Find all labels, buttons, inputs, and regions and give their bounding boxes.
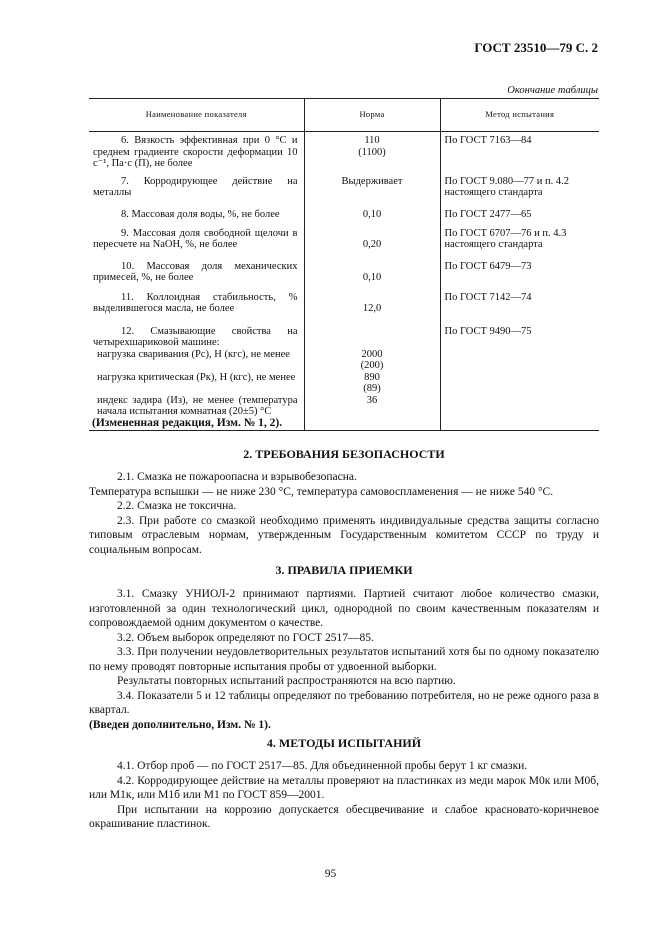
paragraph: 3.4. Показатели 5 и 12 таблицы определяют по требованию потребителя, но не реже одного раза в квартал.	[89, 689, 599, 716]
paragraph: Результаты повторных испытаний распространяются на всю партию.	[117, 675, 456, 687]
subrow-name: индекс задира (Из), не менее (температура начала испытания комнатная (20±5) °С	[97, 394, 298, 417]
amendment-note: (Введен дополнительно, Изм. № 1).	[89, 718, 271, 731]
table-subrow	[89, 395, 599, 418]
row-method: По ГОСТ 7142—74	[444, 291, 532, 303]
table-row	[89, 209, 599, 228]
row-name: 12. Смазывающие свойства на четырехшариковой машине:	[93, 325, 298, 348]
section-4-title: 4. МЕТОДЫ ИСПЫТАНИЙ	[266, 736, 422, 750]
row-name: 8. Массовая доля воды, %, не более	[121, 208, 280, 220]
subrow-norm: 890 (89)	[304, 372, 440, 395]
properties-table	[89, 98, 599, 431]
section-4-body	[89, 759, 599, 832]
paragraph: При испытании на коррозию допускается обесцвечивание и слабое красновато-коричневое окрашивание пластинок.	[89, 803, 599, 830]
subrow-norm: 2000 (200)	[304, 349, 440, 372]
paragraph: Температура вспышки — не ниже 230 °С, температура самовоспламенения — не ниже 540 °С.	[89, 485, 554, 498]
page-number: 95	[324, 868, 337, 880]
column-header-norm: Норма	[304, 99, 440, 132]
paragraph: 2.1. Смазка не пожароопасна и взрывобезопасна.	[117, 471, 357, 483]
section-2-title: 2. ТРЕБОВАНИЯ БЕЗОПАСНОСТИ	[243, 447, 445, 461]
row-norm	[304, 326, 440, 349]
row-method: По ГОСТ 9490—75	[444, 325, 532, 337]
table-row	[89, 132, 599, 176]
row-method: По ГОСТ 2477—65	[444, 208, 532, 220]
row-method: По ГОСТ 6707—76 и п. 4.3 настоящего стандарта	[444, 227, 567, 250]
row-method: По ГОСТ 9.080—77 и п. 4.2 настоящего стандарта	[444, 175, 570, 198]
paragraph: 3.2. Объем выборок определяют по ГОСТ 2517—85.	[117, 631, 374, 644]
column-header-method: Метод испытания	[440, 99, 599, 132]
table-subrow	[89, 372, 599, 395]
table-row	[89, 261, 599, 292]
row-norm: Выдерживает	[304, 176, 440, 209]
paragraph: 2.3. При работе со смазкой необходимо применять индивидуальные средства защиты согласно типовым отраслевым нормам, утвержденным Государственным комитетом СССР по труду и социальным вопросам.	[89, 514, 599, 556]
page-header: ГОСТ 23510—79 С. 2	[474, 40, 598, 55]
edit-note: (Измененная редакция, Изм. № 1, 2).	[92, 417, 283, 429]
column-header-name: Наименование показателя	[89, 99, 304, 132]
row-name: 10. Массовая доля механических примесей, %, не более	[93, 260, 298, 283]
subrow-name: нагрузка критическая (Pк), Н (кгс), не менее	[97, 371, 296, 383]
table-row	[89, 176, 599, 209]
section-3-body	[89, 587, 599, 732]
subrow-norm: 36	[304, 395, 440, 418]
paragraph: 2.2. Смазка не токсична.	[117, 500, 237, 512]
paragraph: 4.1. Отбор проб — по ГОСТ 2517—85. Для объединенной пробы берут 1 кг смазки.	[117, 760, 528, 772]
table-continuation-note: Окончание таблицы	[507, 85, 598, 96]
section-2-body	[89, 470, 599, 557]
row-method: По ГОСТ 7163—84	[444, 135, 532, 146]
row-name: 11. Коллоидная стабильность, % выделившегося масла, не более	[93, 291, 298, 314]
row-name: 9. Массовая доля свободной щелочи в пересчете на NaOH, %, не более	[93, 227, 298, 250]
section-3-title: 3. ПРАВИЛА ПРИЕМКИ	[275, 563, 413, 577]
table-row	[89, 228, 599, 261]
row-norm: 110 (1100)	[304, 132, 440, 176]
table-subrow	[89, 349, 599, 372]
row-norm: 0,10	[304, 209, 440, 228]
table-row	[89, 326, 599, 349]
row-norm: 0,20	[304, 228, 440, 261]
paragraph: 3.1. Смазку УНИОЛ-2 принимают партиями. Партией считают любое количество смазки, изготовленной за один технологический цикл, однородной по своим качественным показателям и сопровождаемой одним документом о качестве.	[89, 588, 599, 629]
row-norm: 12,0	[304, 292, 440, 326]
row-method: По ГОСТ 6479—73	[444, 260, 532, 272]
paragraph: 3.3. При получении неудовлетворительных результатов испытаний хотя бы по одному показателю по нему проводят повторные испытания пробы от удвоенной выборки.	[89, 646, 599, 673]
table-row	[89, 292, 599, 326]
row-name: 6. Вязкость эффективная при 0 °С и среднем градиенте скорости деформации 10 с⁻¹, Па·с (П), не более	[93, 135, 298, 169]
paragraph: 4.2. Корродирующее действие на металлы проверяют на пластинках из меди марок М0к или М0б, или М1к, или М1б или М1 по ГОСТ 859—2001.	[89, 774, 599, 801]
subrow-name: нагрузка сваривания (Pс), Н (кгс), не менее	[97, 348, 290, 360]
row-name: 7. Корродирующее действие на металлы	[93, 175, 298, 198]
row-norm: 0,10	[304, 261, 440, 292]
